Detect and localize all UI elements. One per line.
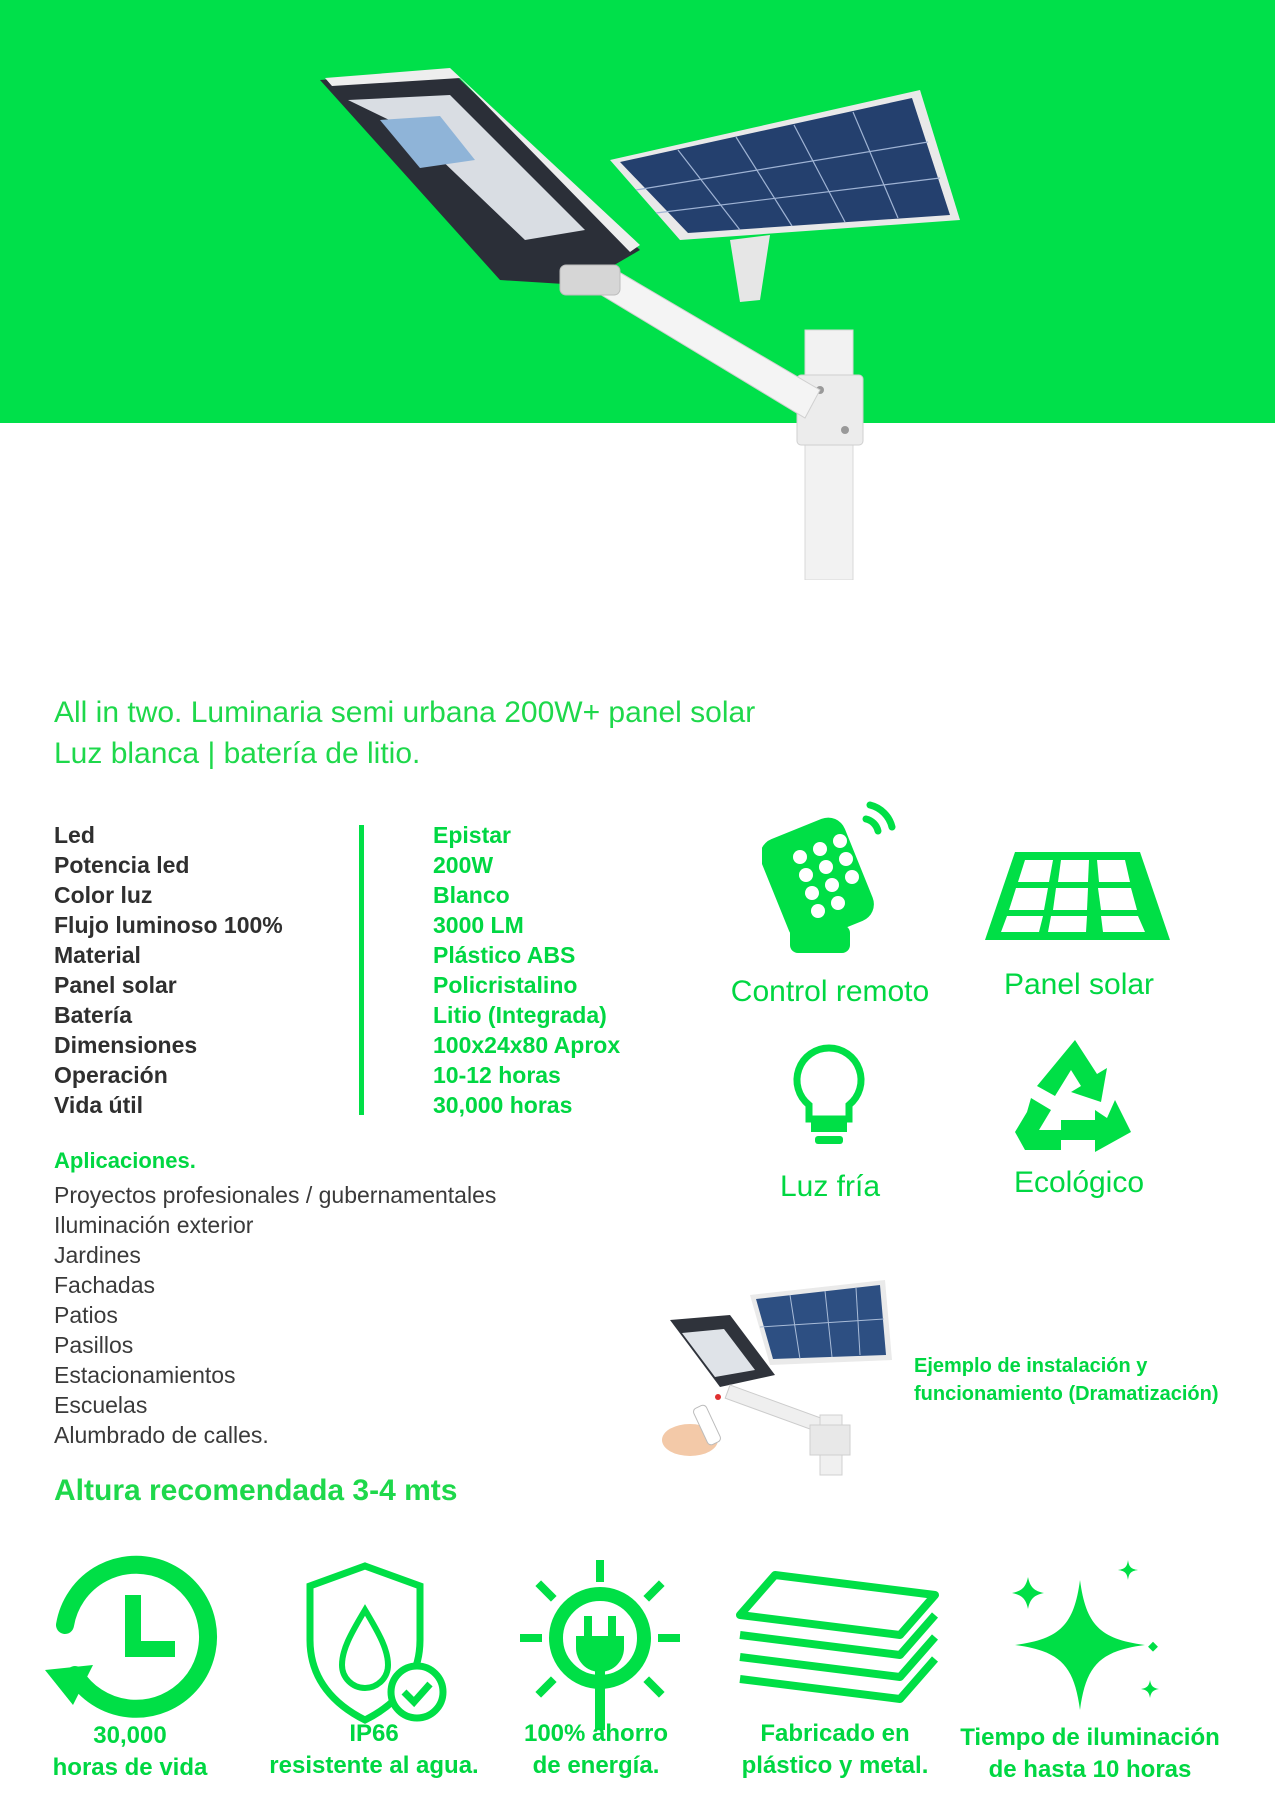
application-item: Estacionamientos (54, 1362, 236, 1388)
spec-label: Color luz (54, 882, 153, 908)
bottom-feature-label (466, 1718, 726, 1782)
bottom-feature-line-1: Fabricado en (760, 1720, 910, 1747)
feature-label: Ecológico (1013, 1166, 1145, 1199)
installation-caption (914, 1352, 1218, 1408)
spec-label: Material (54, 942, 141, 968)
energy-plug-icon (520, 1560, 680, 1730)
spec-label: Flujo luminoso 100% (54, 912, 283, 938)
height-recommendation: Altura recomendada 3-4 mts (54, 1474, 458, 1507)
bottom-feature-line-2: horas de vida (52, 1754, 208, 1781)
spec-labels (54, 820, 283, 1120)
application-item: Patios (54, 1302, 118, 1328)
spec-value: 30,000 horas (433, 1092, 573, 1118)
spec-label: Panel solar (54, 972, 177, 998)
bottom-feature-line-2: de energía. (532, 1752, 660, 1779)
spec-value: Plástico ABS (433, 942, 576, 968)
clock-history-icon (45, 1555, 220, 1730)
spec-label: Batería (54, 1002, 132, 1028)
application-item: Escuelas (54, 1392, 148, 1418)
application-item: Jardines (54, 1242, 141, 1268)
remote-control-icon (762, 795, 902, 960)
application-item: Fachadas (54, 1272, 156, 1298)
application-item: Pasillos (54, 1332, 134, 1358)
spec-label: Potencia led (54, 852, 190, 878)
product-title (54, 692, 755, 774)
application-item: Iluminación exterior (54, 1212, 254, 1238)
installation-caption-line-1: Ejemplo de instalación y (914, 1355, 1148, 1377)
bottom-feature-label (0, 1720, 260, 1784)
application-item: Alumbrado de calles. (54, 1422, 269, 1448)
bottom-feature-line-2: de hasta 10 horas (988, 1756, 1192, 1783)
spec-value: 10-12 horas (433, 1062, 561, 1088)
spec-value: 100x24x80 Aprox (433, 1032, 621, 1058)
spec-value: Litio (Integrada) (433, 1002, 607, 1028)
solar-panel-icon (985, 852, 1170, 940)
title-line-2: Luz blanca | batería de litio. (54, 737, 421, 770)
bottom-feature-line-1: IP66 (349, 1720, 399, 1747)
spec-divider (359, 825, 364, 1115)
layers-icon (735, 1565, 940, 1725)
spec-label: Led (54, 822, 95, 848)
applications-list (54, 1180, 496, 1450)
feature-label: Luz fría (779, 1170, 881, 1203)
spec-label: Dimensiones (54, 1032, 198, 1058)
bottom-feature-label (940, 1722, 1240, 1786)
bottom-feature-line-2: plástico y metal. (741, 1752, 929, 1779)
bottom-feature-line-1: 30,000 (93, 1722, 167, 1749)
waterproof-shield-icon (300, 1560, 450, 1730)
applications-title: Aplicaciones. (54, 1148, 196, 1173)
spec-value: Blanco (433, 882, 510, 908)
title-line-1: All in two. Luminaria semi urbana 200W+ panel solar (54, 696, 756, 729)
feature-label: Control remoto (730, 975, 930, 1008)
spec-label: Vida útil (54, 1092, 144, 1118)
solar-street-light-image (300, 40, 980, 580)
installation-caption-line-2: funcionamiento (Dramatización) (914, 1383, 1219, 1405)
bottom-feature-line-2: resistente al agua. (269, 1752, 479, 1779)
feature-label: Panel solar (1003, 968, 1155, 1001)
bottom-feature-line-1: 100% ahorro (523, 1720, 669, 1747)
recycle-icon (1015, 1040, 1135, 1152)
spec-value: 200W (433, 852, 494, 878)
spec-label: Operación (54, 1062, 168, 1088)
bottom-feature-label (244, 1718, 504, 1782)
lightbulb-icon (789, 1042, 869, 1152)
sparkle-icon (1010, 1555, 1170, 1730)
application-item: Proyectos profesionales / gubernamentales (54, 1182, 497, 1208)
spec-value: Epistar (433, 822, 511, 848)
spec-values (433, 820, 620, 1120)
spec-value: Policristalino (433, 972, 578, 998)
installation-example-image (660, 1275, 900, 1480)
bottom-feature-line-1: Tiempo de iluminación (960, 1724, 1220, 1751)
spec-value: 3000 LM (433, 912, 524, 938)
bottom-feature-label (705, 1718, 965, 1782)
